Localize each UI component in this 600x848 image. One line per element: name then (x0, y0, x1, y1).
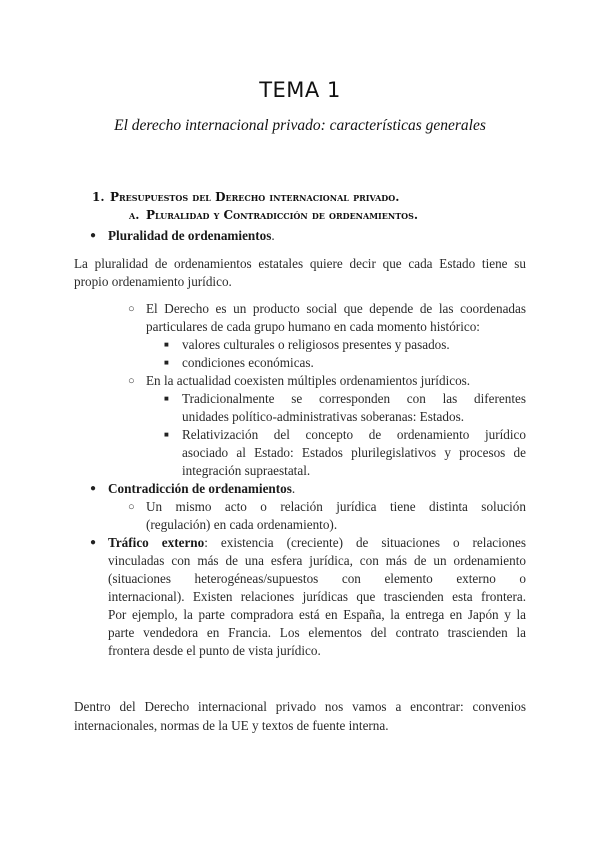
contradiccion-label: Contradicción de ordenamientos (108, 481, 292, 496)
circle-bullet-icon: ○ (128, 375, 135, 387)
pluralidad-item2: En la actualidad coexisten múltiples ordenamientos jurídicos. (146, 373, 471, 388)
circle-bullet-icon: ○ (128, 303, 135, 315)
pluralidad-para-line: propio ordenamiento jurídico. (74, 274, 232, 289)
circle-bullet-icon: ○ (128, 501, 135, 513)
page-subtitle: El derecho internacional privado: características generales (114, 117, 486, 134)
trafico-line: (situaciones heterogéneas/supuestos con elemento externo o (108, 571, 526, 586)
closing-line: Dentro del Derecho internacional privado nos vamos a encontrar: convenios (74, 699, 526, 714)
pluralidad-item2-sub2-line: asociado al Estado: Estados plurilegislativos y procesos de (182, 445, 526, 460)
trafico-line: vinculadas con más de una esfera jurídica, con más de un ordenamiento (108, 553, 526, 568)
pluralidad-tail: . (271, 228, 275, 243)
square-bullet-icon: ■ (164, 394, 169, 403)
pluralidad-para-line: La pluralidad de ordenamientos estatales quiere decir que cada Estado tiene su (74, 256, 526, 271)
bullet-icon: ● (90, 230, 97, 241)
page-title: TEMA 1 (259, 78, 341, 102)
subsection-heading: Pluralidad y Contradicción de ordenamientos. (146, 208, 419, 222)
contradiccion-heading (108, 480, 295, 498)
pluralidad-item2-sub1-line: unidades político-administrativas soberanas: Estados. (182, 409, 465, 424)
pluralidad-item2-sub2-line: Relativización del concepto de ordenamiento jurídico (182, 427, 526, 442)
square-bullet-icon: ■ (164, 340, 169, 349)
trafico-rest: : existencia (creciente) de situaciones o relaciones (204, 535, 526, 550)
pluralidad-heading (108, 227, 275, 245)
subsection-letter: a. (129, 208, 140, 222)
pluralidad-item1-line: particulares de cada grupo humano en cada momento histórico: (146, 319, 480, 334)
square-bullet-icon: ■ (164, 358, 169, 367)
closing-line: internacionales, normas de la UE y textos de fuente interna. (74, 718, 389, 733)
trafico-line: parte vendedora en Francia. Los elementos del contrato trascienden la (108, 625, 526, 640)
section-heading: Presupuestos del Derecho internacional privado. (110, 190, 400, 204)
trafico-line: frontera desde el punto de vista jurídico. (108, 643, 321, 658)
trafico-label: Tráfico externo (108, 535, 205, 550)
pluralidad-item2-sub2-line: integración supraestatal. (182, 463, 311, 478)
contradiccion-item-line: Un mismo acto o relación jurídica tiene distinta solución (146, 499, 526, 514)
trafico-line: Por ejemplo, la parte compradora está en España, la entrega en Japón y la (108, 607, 526, 622)
bullet-icon: ● (90, 537, 97, 548)
contradiccion-tail: . (291, 481, 296, 496)
trafico-first-line (108, 534, 526, 552)
pluralidad-item1-sub: condiciones económicas. (182, 355, 314, 370)
contradiccion-item-line: (regulación) en cada ordenamiento). (146, 517, 338, 532)
square-bullet-icon: ■ (164, 430, 169, 439)
pluralidad-item1-sub: valores culturales o religiosos presentes y pasados. (182, 337, 450, 352)
bullet-icon: ● (90, 483, 97, 494)
pluralidad-label: Pluralidad de ordenamientos (108, 228, 272, 243)
pluralidad-item1-line: El Derecho es un producto social que depende de las coordenadas (146, 301, 526, 316)
trafico-line: internacional). Existen relaciones jurídicas que trascienden esta frontera. (108, 589, 526, 604)
pluralidad-item2-sub1-line: Tradicionalmente se corresponden con las diferentes (182, 391, 526, 406)
section-number: 1. (92, 190, 105, 204)
